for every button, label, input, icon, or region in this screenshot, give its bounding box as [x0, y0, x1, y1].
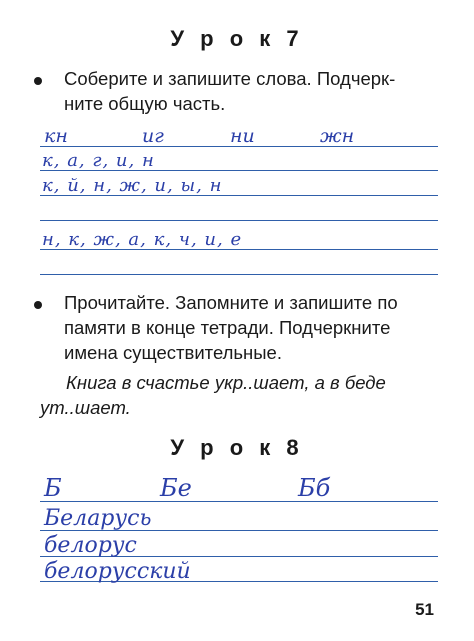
proverb-line-2: ут..шает.	[40, 397, 131, 418]
lesson-8-title: У р о к 8	[170, 435, 304, 460]
task-1-instruction	[64, 66, 444, 116]
task-1-instruction-line-1: Соберите и запишите слова. Подчерк-	[64, 68, 396, 89]
task-2-instruction-line-2: памяти в конце тетради. Подчеркните	[64, 317, 391, 338]
handwritten-word-2: белорус	[44, 533, 137, 558]
handwritten-syllable: иг	[142, 125, 164, 147]
proverb-line-1-text: Книга в счастье укр..шает, а в беде	[66, 372, 386, 393]
handwritten-letters-row-1: к, а, г, и, н	[42, 150, 155, 171]
handwritten-letters-row-2: к, й, н, ж, и, ы, н	[42, 175, 223, 196]
handwritten-word-3: белорусский	[44, 559, 191, 584]
writing-line	[40, 501, 438, 502]
lesson-7-title: У р о к 7	[170, 26, 304, 51]
handwritten-syllable: жн	[320, 125, 355, 147]
handwritten-letters-row-3: н, к, ж, а, к, ч, и, е	[42, 229, 243, 250]
task-1-instruction-line-2: ните общую часть.	[64, 93, 226, 114]
proverb	[40, 370, 450, 420]
handwritten-letter-combination: Бе	[160, 474, 192, 502]
page-number: 51	[415, 600, 434, 619]
handwritten-capital-letter: Б	[44, 474, 62, 502]
handwritten-letter-pair: Бб	[298, 474, 331, 502]
task-2-instruction-line-1: Прочитайте. Запомните и запишите по	[64, 292, 398, 313]
task-2-instruction	[64, 290, 444, 365]
writing-line	[40, 220, 438, 221]
writing-line	[40, 274, 438, 275]
bullet-point	[34, 301, 42, 309]
proverb-line-1	[40, 370, 450, 395]
handwritten-syllable: кн	[44, 125, 68, 147]
handwritten-syllable: ни	[230, 125, 255, 147]
task-2-instruction-line-3: имена существительные.	[64, 342, 282, 363]
handwritten-word-1: Беларусь	[44, 506, 152, 531]
bullet-point	[34, 77, 42, 85]
